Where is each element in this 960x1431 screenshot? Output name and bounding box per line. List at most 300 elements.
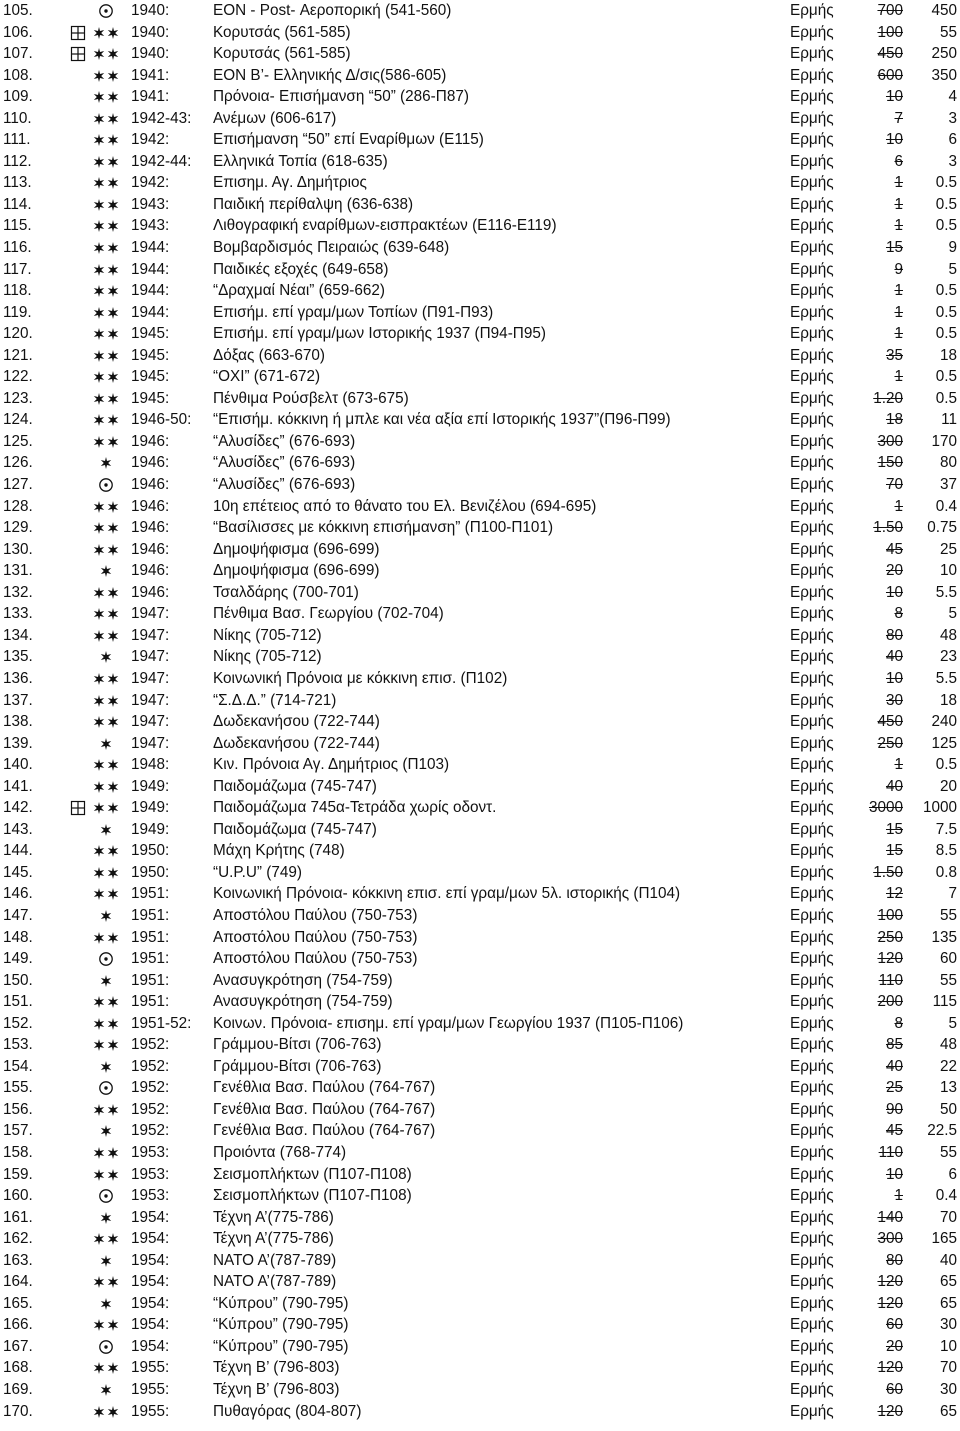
issue-description: Δωδεκανήσου (722-744): [213, 734, 380, 752]
condition-icon: [62, 711, 126, 733]
list-item: [0, 1120, 960, 1142]
old-price: 10: [885, 583, 903, 601]
item-number: 155.: [3, 1079, 33, 1097]
old-price: 60: [885, 1316, 903, 1334]
item-number: 156.: [3, 1100, 33, 1118]
issue-description: “ΟΧΙ” (671-672): [213, 368, 321, 386]
condition-icon: [62, 948, 126, 970]
issue-year: 1943:: [131, 217, 170, 235]
price: 22: [939, 1057, 957, 1075]
item-number: 125.: [3, 432, 33, 450]
old-price: 7: [894, 109, 903, 127]
double-star-icon: [62, 280, 126, 302]
catalogue-publisher: Ερμής: [790, 950, 834, 968]
used-stamp-icon: [62, 1336, 126, 1358]
list-item: [0, 65, 960, 87]
price: 65: [939, 1273, 957, 1291]
condition-icon: [62, 797, 126, 819]
double-star-icon: [62, 323, 126, 345]
issue-year: 1945:: [131, 389, 170, 407]
item-number: 154.: [3, 1057, 33, 1075]
price: 450: [931, 2, 957, 19]
catalogue-publisher: Ερμής: [790, 23, 834, 41]
old-price: 20: [885, 562, 903, 580]
issue-year: 1954:: [131, 1316, 170, 1334]
price: 5.5: [935, 583, 957, 601]
single-star-icon: [62, 1379, 126, 1401]
catalogue-publisher: Ερμής: [790, 756, 834, 774]
old-price: 45: [885, 540, 903, 558]
condition-icon: [62, 474, 126, 496]
item-number: 118.: [3, 282, 32, 300]
old-price: 10: [885, 131, 903, 149]
price: 1000: [922, 799, 957, 817]
catalogue-publisher: Ερμής: [790, 540, 834, 558]
condition-icon: [62, 1293, 126, 1315]
issue-year: 1949:: [131, 820, 170, 838]
item-number: 120.: [3, 325, 33, 343]
item-number: 157.: [3, 1122, 33, 1140]
catalogue-publisher: Ερμής: [790, 906, 834, 924]
list-item: [0, 129, 960, 151]
list-item: [0, 409, 960, 431]
old-price: 100: [877, 906, 903, 924]
catalogue-publisher: Ερμής: [790, 368, 834, 386]
issue-description: Ανασυγκρότηση (754-759): [213, 971, 393, 989]
catalogue-publisher: Ερμής: [790, 777, 834, 795]
item-number: 152.: [3, 1014, 33, 1032]
used-stamp-icon: [62, 474, 126, 496]
old-price: 45: [885, 1122, 903, 1140]
issue-description: Παιδομάζωμα (745-747): [213, 820, 377, 838]
issue-year: 1954:: [131, 1273, 170, 1291]
catalogue-publisher: Ερμής: [790, 1079, 834, 1097]
item-number: 168.: [3, 1359, 33, 1377]
price: 0.5: [935, 303, 957, 321]
condition-icon: [62, 560, 126, 582]
list-item: [0, 1099, 960, 1121]
price: 65: [939, 1402, 957, 1420]
price: 5: [948, 605, 957, 623]
list-item: [0, 431, 960, 453]
item-number: 135.: [3, 648, 33, 666]
item-number: 160.: [3, 1187, 33, 1205]
condition-icon: [62, 819, 126, 841]
double-star-icon: [62, 1228, 126, 1250]
double-star-icon: [62, 539, 126, 561]
old-price: 1: [894, 368, 903, 386]
issue-year: 1946-50:: [131, 411, 192, 429]
used-stamp-icon: [62, 1077, 126, 1099]
list-item: [0, 1207, 960, 1229]
item-number: 158.: [3, 1143, 33, 1161]
old-price: 10: [885, 1165, 903, 1183]
list-item: [0, 819, 960, 841]
item-number: 167.: [3, 1337, 33, 1355]
item-number: 139.: [3, 734, 33, 752]
item-number: 110.: [3, 109, 32, 127]
condition-icon: [62, 431, 126, 453]
price: 70: [939, 1359, 957, 1377]
issue-description: Γενέθλια Βασ. Παύλου (764-767): [213, 1122, 436, 1140]
issue-description: Ανέμων (606-617): [213, 109, 337, 127]
catalogue-publisher: Ερμής: [790, 583, 834, 601]
catalogue-publisher: Ερμής: [790, 1273, 834, 1291]
issue-description: Τέχνη Α’(775-786): [213, 1230, 334, 1248]
list-item: [0, 927, 960, 949]
list-item: [0, 1271, 960, 1293]
issue-description: “Δραχμαί Νέαι” (659-662): [213, 282, 385, 300]
old-price: 3000: [868, 799, 903, 817]
condition-icon: [62, 237, 126, 259]
catalogue-publisher: Ερμής: [790, 863, 834, 881]
catalogue-publisher: Ερμής: [790, 885, 834, 903]
old-price: 1: [894, 1187, 903, 1205]
issue-description: Νίκης (705-712): [213, 648, 322, 666]
list-item: [0, 840, 960, 862]
issue-year: 1944:: [131, 260, 170, 278]
old-price: 20: [885, 1337, 903, 1355]
issue-year: 1949:: [131, 799, 170, 817]
item-number: 109.: [3, 88, 33, 106]
condition-icon: [62, 1056, 126, 1078]
catalogue-publisher: Ερμής: [790, 669, 834, 687]
condition-icon: [62, 517, 126, 539]
catalogue-publisher: Ερμής: [790, 152, 834, 170]
single-star-icon: [62, 1293, 126, 1315]
issue-year: 1955:: [131, 1381, 170, 1398]
issue-year: 1954:: [131, 1251, 170, 1269]
old-price: 1: [894, 303, 903, 321]
condition-icon: [62, 43, 126, 65]
issue-description: Ανασυγκρότηση (754-759): [213, 993, 393, 1011]
price: 350: [931, 66, 957, 84]
double-star-icon: [62, 1034, 126, 1056]
item-number: 170.: [3, 1402, 33, 1420]
item-number: 169.: [3, 1381, 33, 1398]
catalogue-publisher: Ερμής: [790, 1316, 834, 1334]
old-price: 40: [885, 648, 903, 666]
catalogue-publisher: Ερμής: [790, 1230, 834, 1248]
catalogue-publisher: Ερμής: [790, 971, 834, 989]
issue-description: Πυθαγόρας (804-807): [213, 1402, 362, 1420]
list-item: [0, 345, 960, 367]
old-price: 1.50: [873, 519, 903, 537]
price: 55: [939, 906, 957, 924]
old-price: 35: [885, 346, 903, 364]
list-item: [0, 86, 960, 108]
issue-year: 1947:: [131, 691, 170, 709]
double-star-icon: [62, 1357, 126, 1379]
issue-year: 1954:: [131, 1294, 170, 1312]
catalogue-publisher: Ερμής: [790, 842, 834, 860]
double-star-icon: [62, 883, 126, 905]
catalogue-publisher: Ερμής: [790, 1143, 834, 1161]
item-number: 127.: [3, 476, 33, 494]
price: 0.5: [935, 756, 957, 774]
catalogue-publisher: Ερμής: [790, 476, 834, 494]
block-double-star-icon: [62, 22, 126, 44]
old-price: 60: [885, 1381, 903, 1398]
condition-icon: [62, 1164, 126, 1186]
list-item: [0, 905, 960, 927]
catalogue-publisher: Ερμής: [790, 648, 834, 666]
issue-description: Βομβαρδισμός Πειραιώς (639-648): [213, 239, 450, 257]
issue-year: 1951:: [131, 993, 170, 1011]
issue-year: 1947:: [131, 734, 170, 752]
item-number: 165.: [3, 1294, 33, 1312]
list-item: [0, 603, 960, 625]
issue-year: 1952:: [131, 1079, 170, 1097]
double-star-icon: [62, 927, 126, 949]
issue-year: 1953:: [131, 1143, 170, 1161]
issue-year: 1951-52:: [131, 1014, 192, 1032]
price: 48: [939, 626, 957, 644]
list-item: [0, 582, 960, 604]
issue-year: 1942-43:: [131, 109, 192, 127]
list-item: [0, 108, 960, 130]
price: 0.5: [935, 282, 957, 300]
catalogue-publisher: Ερμής: [790, 1251, 834, 1269]
list-item: [0, 323, 960, 345]
double-star-icon: [62, 65, 126, 87]
price: 5: [948, 260, 957, 278]
item-number: 162.: [3, 1230, 33, 1248]
price: 80: [939, 454, 957, 472]
list-item: [0, 215, 960, 237]
list-item: [0, 452, 960, 474]
issue-description: “Κύπρου” (790-795): [213, 1316, 349, 1334]
double-star-icon: [62, 431, 126, 453]
old-price: 150: [877, 454, 903, 472]
issue-description: Αποστόλου Παύλου (750-753): [213, 928, 418, 946]
price: 240: [931, 713, 957, 731]
price: 0.8: [935, 863, 957, 881]
list-item: [0, 1250, 960, 1272]
issue-description: Επισήμανση “50” επί Εναρίθμων (Ε115): [213, 131, 484, 149]
list-item: [0, 1314, 960, 1336]
list-item: [0, 690, 960, 712]
double-star-icon: [62, 259, 126, 281]
old-price: 85: [885, 1036, 903, 1054]
price: 55: [939, 23, 957, 41]
list-item: [0, 733, 960, 755]
old-price: 120: [877, 1294, 903, 1312]
old-price: 15: [885, 842, 903, 860]
list-item: [0, 0, 960, 22]
catalogue-publisher: Ερμής: [790, 562, 834, 580]
price: 0.5: [935, 389, 957, 407]
old-price: 40: [885, 777, 903, 795]
item-number: 136.: [3, 669, 33, 687]
block-double-star-icon: [62, 797, 126, 819]
catalogue-publisher: Ερμής: [790, 1014, 834, 1032]
item-number: 117.: [3, 260, 32, 278]
old-price: 1: [894, 325, 903, 343]
catalogue-publisher: Ερμής: [790, 282, 834, 300]
condition-icon: [62, 603, 126, 625]
condition-icon: [62, 883, 126, 905]
condition-icon: [62, 280, 126, 302]
issue-year: 1955:: [131, 1359, 170, 1377]
issue-year: 1950:: [131, 863, 170, 881]
old-price: 90: [885, 1100, 903, 1118]
double-star-icon: [62, 1013, 126, 1035]
condition-icon: [62, 388, 126, 410]
issue-year: 1944:: [131, 239, 170, 257]
issue-description: Επισημ. Αγ. Δημήτριος: [213, 174, 367, 192]
item-number: 150.: [3, 971, 33, 989]
issue-description: Τσαλδάρης (700-701): [213, 583, 359, 601]
issue-description: “Αλυσίδες” (676-693): [213, 476, 356, 494]
price: 48: [939, 1036, 957, 1054]
issue-description: Κοινων. Πρόνοια- επισημ. επί γραμ/μων Γεωργίου 1937 (Π105-Π106): [213, 1014, 684, 1032]
price: 18: [939, 691, 957, 709]
old-price: 120: [877, 1359, 903, 1377]
list-item: [0, 625, 960, 647]
single-star-icon: [62, 1056, 126, 1078]
price: 55: [939, 1143, 957, 1161]
double-star-icon: [62, 1314, 126, 1336]
issue-year: 1946:: [131, 476, 170, 494]
issue-description: Επισήμ. επί γραμ/μων Ιστορικής 1937 (Π94-Π95): [213, 325, 546, 343]
condition-icon: [62, 840, 126, 862]
item-number: 123.: [3, 389, 33, 407]
issue-description: Παιδική περίθαλψη (636-638): [213, 195, 414, 213]
issue-description: Δωδεκανήσου (722-744): [213, 713, 380, 731]
old-price: 1: [894, 282, 903, 300]
double-star-icon: [62, 668, 126, 690]
price: 25: [939, 540, 957, 558]
condition-icon: [62, 754, 126, 776]
old-price: 9: [894, 260, 903, 278]
used-stamp-icon: [62, 1185, 126, 1207]
issue-year: 1954:: [131, 1208, 170, 1226]
catalogue-publisher: Ερμής: [790, 713, 834, 731]
old-price: 30: [885, 691, 903, 709]
item-number: 122.: [3, 368, 33, 386]
item-number: 153.: [3, 1036, 33, 1054]
issue-description: Τέχνη Β’ (796-803): [213, 1381, 340, 1398]
old-price: 140: [877, 1208, 903, 1226]
catalogue-publisher: Ερμής: [790, 432, 834, 450]
catalogue-publisher: Ερμής: [790, 174, 834, 192]
issue-year: 1950:: [131, 842, 170, 860]
issue-description: Σεισμοπλήκτων (Π107-Π108): [213, 1165, 412, 1183]
catalogue-publisher: Ερμής: [790, 1381, 834, 1398]
issue-year: 1953:: [131, 1187, 170, 1205]
issue-description: Λιθογραφική εναρίθμων-εισπρακτέων (Ε116-Ε119): [213, 217, 557, 235]
single-star-icon: [62, 1250, 126, 1272]
condition-icon: [62, 1250, 126, 1272]
list-item: [0, 1056, 960, 1078]
issue-year: 1941:: [131, 66, 170, 84]
old-price: 25: [885, 1079, 903, 1097]
price: 6: [948, 1165, 957, 1183]
condition-icon: [62, 1357, 126, 1379]
issue-year: 1951:: [131, 971, 170, 989]
issue-description: Σεισμοπλήκτων (Π107-Π108): [213, 1187, 412, 1205]
item-number: 108.: [3, 66, 33, 84]
list-item: [0, 948, 960, 970]
list-item: [0, 797, 960, 819]
double-star-icon: [62, 215, 126, 237]
old-price: 1: [894, 174, 903, 192]
double-star-icon: [62, 388, 126, 410]
catalogue-publisher: Ερμής: [790, 1337, 834, 1355]
issue-description: Κοινωνική Πρόνοια με κόκκινη επισ. (Π102): [213, 669, 508, 687]
catalogue-publisher: Ερμής: [790, 497, 834, 515]
price: 0.5: [935, 368, 957, 386]
condition-icon: [62, 1099, 126, 1121]
price: 0.5: [935, 195, 957, 213]
price: 4: [948, 88, 957, 106]
list-item: [0, 172, 960, 194]
old-price: 120: [877, 1402, 903, 1420]
item-number: 144.: [3, 842, 33, 860]
list-item: [0, 1228, 960, 1250]
old-price: 10: [885, 88, 903, 106]
item-number: 114.: [3, 195, 32, 213]
issue-year: 1947:: [131, 626, 170, 644]
used-stamp-icon: [62, 948, 126, 970]
price: 30: [939, 1316, 957, 1334]
list-item: [0, 1336, 960, 1358]
old-price: 250: [877, 734, 903, 752]
issue-year: 1942-44:: [131, 152, 192, 170]
item-number: 119.: [3, 303, 32, 321]
catalogue-publisher: Ερμής: [790, 260, 834, 278]
price: 3: [948, 109, 957, 127]
issue-year: 1946:: [131, 583, 170, 601]
issue-year: 1944:: [131, 282, 170, 300]
condition-icon: [62, 108, 126, 130]
catalogue-publisher: Ερμής: [790, 519, 834, 537]
condition-icon: [62, 452, 126, 474]
condition-icon: [62, 970, 126, 992]
catalogue-publisher: Ερμής: [790, 1359, 834, 1377]
item-number: 121.: [3, 346, 33, 364]
issue-year: 1954:: [131, 1230, 170, 1248]
issue-year: 1942:: [131, 131, 170, 149]
item-number: 133.: [3, 605, 33, 623]
issue-description: “Κύπρου” (790-795): [213, 1294, 349, 1312]
double-star-icon: [62, 108, 126, 130]
condition-icon: [62, 194, 126, 216]
condition-icon: [62, 625, 126, 647]
list-item: [0, 862, 960, 884]
old-price: 18: [885, 411, 903, 429]
issue-year: 1952:: [131, 1122, 170, 1140]
issue-description: Αποστόλου Παύλου (750-753): [213, 906, 418, 924]
old-price: 1.20: [873, 389, 903, 407]
item-number: 124.: [3, 411, 33, 429]
item-number: 147.: [3, 906, 33, 924]
issue-description: Παιδικές εξοχές (649-658): [213, 260, 389, 278]
item-number: 146.: [3, 885, 33, 903]
price: 3: [948, 152, 957, 170]
item-number: 105.: [3, 2, 33, 19]
issue-year: 1951:: [131, 928, 170, 946]
item-number: 112.: [3, 152, 32, 170]
item-number: 164.: [3, 1273, 33, 1291]
double-star-icon: [62, 129, 126, 151]
list-item: [0, 151, 960, 173]
issue-year: 1952:: [131, 1100, 170, 1118]
issue-year: 1951:: [131, 906, 170, 924]
catalogue-publisher: Ερμής: [790, 109, 834, 127]
issue-year: 1952:: [131, 1057, 170, 1075]
